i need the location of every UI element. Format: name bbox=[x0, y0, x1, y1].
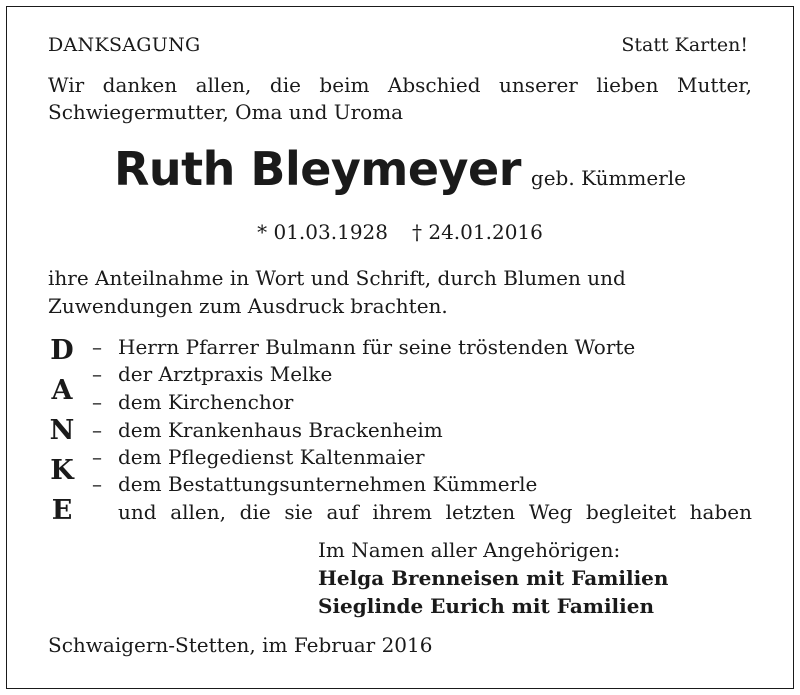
list-dash: – bbox=[92, 445, 102, 469]
signature-name: Sieglinde Eurich mit Familien bbox=[318, 594, 655, 618]
thanks-item: dem Krankenhaus Brackenheim bbox=[118, 418, 443, 442]
danke-letter: D bbox=[50, 335, 74, 366]
deceased-name-row bbox=[0, 142, 800, 196]
life-dates bbox=[0, 220, 800, 244]
list-dash: – bbox=[92, 335, 102, 359]
maiden-name: geb. Kümmerle bbox=[530, 166, 687, 190]
intro-line-1: Wir danken allen, die beim Abschied unserer lieben Mutter, bbox=[48, 73, 752, 97]
danke-letter: E bbox=[51, 495, 73, 526]
place-date: Schwaigern-Stetten, im Februar 2016 bbox=[48, 633, 433, 657]
list-dash: – bbox=[92, 390, 102, 414]
thanks-item: Herrn Pfarrer Bulmann für seine tröstenden Worte bbox=[118, 335, 636, 359]
notice-note: Statt Karten! bbox=[621, 34, 748, 56]
sympathy-line-1: ihre Anteilnahme in Wort und Schrift, durch Blumen und bbox=[48, 266, 626, 290]
danke-letter: N bbox=[49, 415, 75, 446]
intro-line-2: Schwiegermutter, Oma und Uroma bbox=[48, 100, 404, 124]
signature-intro: Im Namen aller Angehörigen: bbox=[318, 538, 621, 562]
list-dash: – bbox=[92, 472, 102, 496]
death-date: † 24.01.2016 bbox=[412, 220, 543, 244]
danke-letter: A bbox=[51, 375, 73, 406]
list-dash: – bbox=[92, 362, 102, 386]
thanks-item: der Arztpraxis Melke bbox=[118, 362, 333, 386]
list-dash: – bbox=[92, 418, 102, 442]
deceased-name: Ruth Bleymeyer bbox=[113, 142, 521, 196]
danke-letter: K bbox=[50, 455, 74, 486]
thanks-item: dem Kirchenchor bbox=[118, 390, 294, 414]
birth-date: * 01.03.1928 bbox=[257, 220, 388, 244]
sympathy-line-2: Zuwendungen zum Ausdruck brachten. bbox=[48, 294, 448, 318]
thanks-item: dem Pflegedienst Kaltenmaier bbox=[118, 445, 425, 469]
closing-line: und allen, die sie auf ihrem letzten Weg begleitet haben bbox=[118, 500, 752, 524]
notice-title: DANKSAGUNG bbox=[48, 34, 201, 56]
thanks-item: dem Bestattungsunternehmen Kümmerle bbox=[118, 472, 538, 496]
signature-name: Helga Brenneisen mit Familien bbox=[318, 566, 669, 590]
